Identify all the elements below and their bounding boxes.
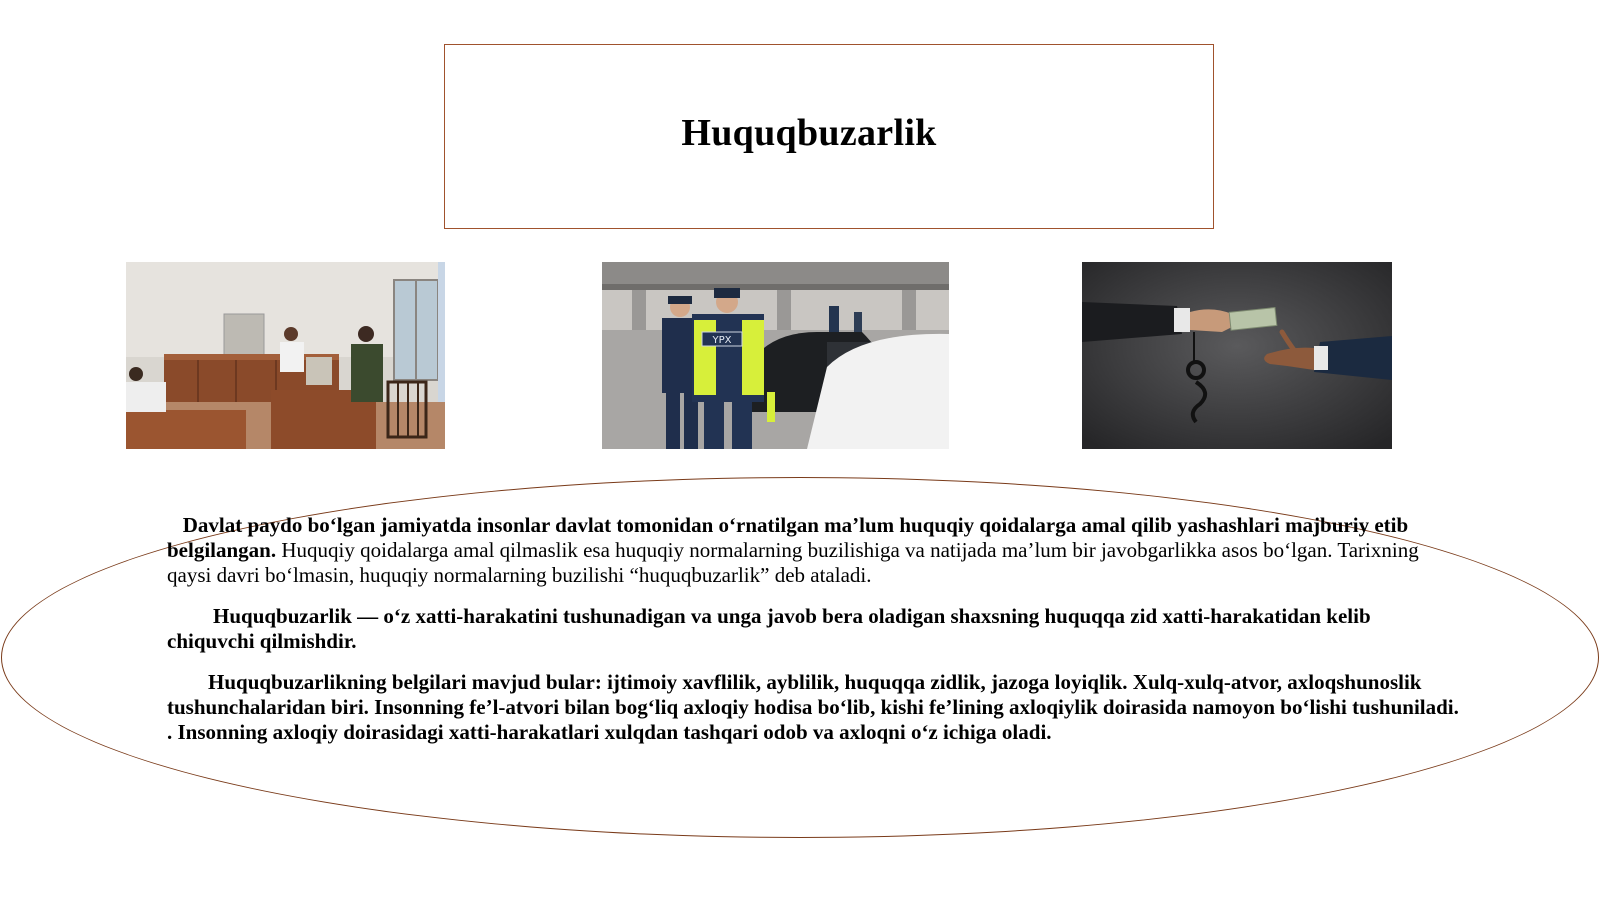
paragraph-1-indent [167, 513, 183, 537]
bribe-handcuffs-photo [1082, 262, 1392, 449]
traffic-police-photo [602, 262, 949, 449]
paragraph-1-bold: Davlat paydo bo‘lgan jamiyatda insonlar davlat tomonidan o‘rnatilgan ma’lum huquqiy qoidalarga amal qilib yashashlari majburiy etib belgilangan. [167, 513, 1409, 562]
title-box [444, 44, 1214, 229]
courtroom-photo [126, 262, 445, 449]
body-text [167, 513, 1459, 761]
paragraph-1 [167, 513, 1459, 588]
paragraph-2 [167, 604, 1459, 654]
paragraph-3-bold: Huquqbuzarlikning belgilari mavjud bular: ijtimoiy xavflilik, ayblilik, huquqqa zidlik, jazoga loyiqlik. Xulq-xulq-atvor, axloqshunoslik tushunchalaridan biri. Insonning fe’l-atvori bilan bog‘liq axloqiy hodisa bo‘lib, kishi fe’lining axloqiylik doirasida namoyon bo‘lishi tushuniladi. . Insonning axloqiy doirasidagi xatti-harakatlari xulqdan tashqari odob va axloqni o‘z ichiga oladi. [167, 670, 1459, 744]
slide-title: Huquqbuzarlik [681, 112, 937, 154]
vest-label: YPX [712, 335, 732, 346]
paragraph-3 [167, 670, 1459, 745]
paragraph-1-normal: Huquqiy qoidalarga amal qilmaslik esa huquqiy normalarning buzilishiga va natijada ma’lum bir javobgarlikka asos bo‘lgan. Tarixning qaysi davri bo‘lmasin, huquqiy normalarning buzilishi “huquqbuzarlik” deb ataladi. [167, 538, 1419, 587]
paragraph-2-bold: Huquqbuzarlik — o‘z xatti-harakatini tushunadigan va unga javob bera oladigan shaxsning huquqqa zid xatti-harakatidan kelib chiquvchi qilmishdir. [167, 604, 1371, 653]
